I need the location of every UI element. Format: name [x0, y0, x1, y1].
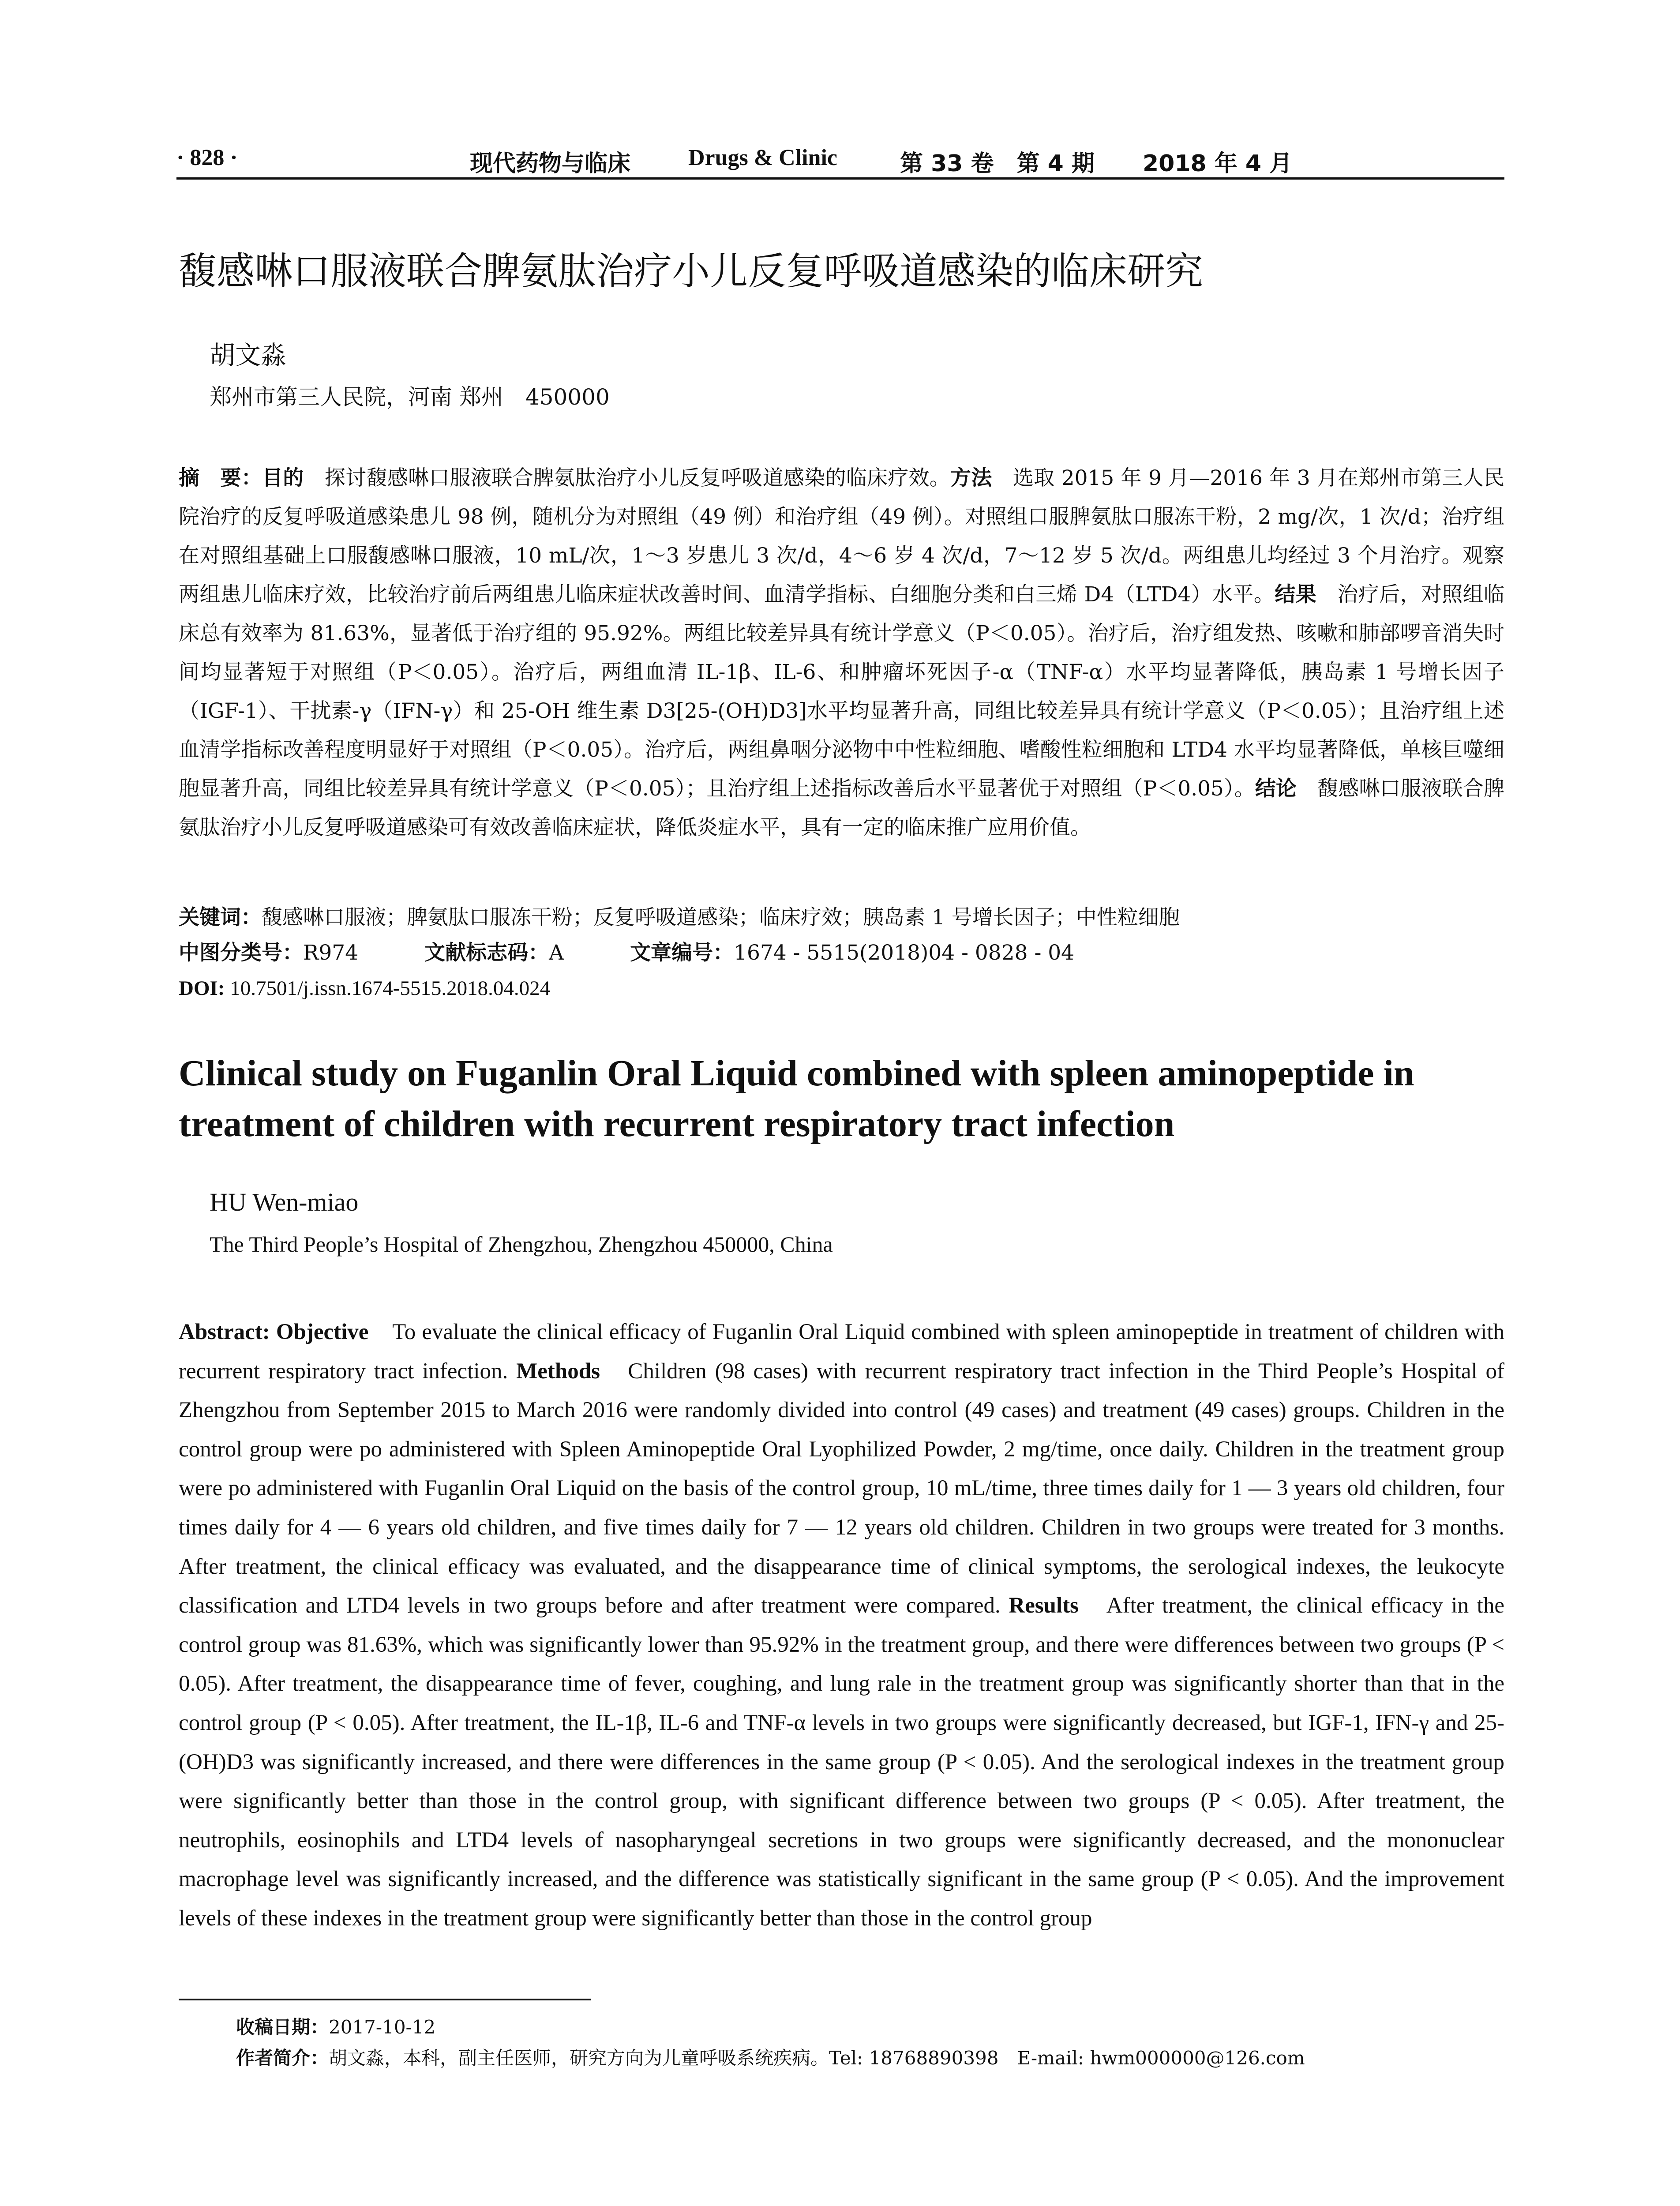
header-rule: [176, 177, 1504, 180]
abstract-en: [179, 1313, 1504, 1938]
results-text-cn: 治疗后，对照组临床总有效率为 81.63%，显著低于治疗组的 95.92%。两组比较差异具有统计学意义（P＜0.05）。治疗后，治疗组发热、咳嗽和肺部啰音消失时间均显著短于对照组（P＜0.05）。治疗后，两组血清 IL-1β、IL-6、和肿瘤坏死因子-α（TNF-α）水平均显著降低，胰岛素 1 号增长因子（IGF-1）、干扰素-γ（IFN-γ）和 25-OH 维生素 D3[25-(OH)D3]水平均显著升高，同组比较差异具有统计学意义（P＜0.05）；且治疗组上述血清学指标改善程度明显好于对照组（P＜0.05）。治疗后，两组鼻咽分泌物中中性粒细胞、嗜酸性粒细胞和 LTD4 水平均显著降低，单核巨噬细胞显著升高，同组比较差异具有统计学意义（P＜0.05）；且治疗组上述指标改善后水平显著优于对照组（P＜0.05）。: [179, 582, 1505, 801]
abstract-label-cn: 摘 要：: [179, 466, 262, 490]
objective-text-en: To evaluate the clinical efficacy of Fuganlin Oral Liquid combined with spleen aminopeptide in treatment of children with recurrent respiratory tract infection.: [179, 1320, 1504, 1384]
article-number-label: 文章编号：: [630, 941, 734, 965]
objective-label-cn: 目的: [262, 466, 304, 490]
issue-date: 2018 年 4 月: [1143, 150, 1293, 177]
author-bio-label: 作者简介：: [236, 2047, 329, 2069]
article-number-value: 1674 - 5515(2018)04 - 0828 - 04: [734, 941, 1075, 965]
abstract-label-en: Abstract: Objective: [179, 1320, 369, 1344]
methods-text-cn: 选取 2015 年 9 月—2016 年 3 月在郑州市第三人民院治疗的反复呼吸道感染患儿 98 例，随机分为对照组（49 例）和治疗组（49 例）。对照组口服脾氨肽口服冻干粉，2 mg/次，1 次/d；治疗组在对照组基础上口服馥感啉口服液，10 mL/次，1～3 岁患儿 3 次/d，4～6 岁 4 次/d，7～12 岁 5 次/d。两组患儿均经过 3 个月治疗。观察两组患儿临床疗效，比较治疗前后两组患儿临床症状改善时间、血清学指标、白细胞分类和白三烯 D4（LTD4）水平。: [179, 466, 1505, 607]
author-bio-text: 胡文淼，本科，副主任医师，研究方向为儿童呼吸系统疾病。Tel: 18768890398 E-mail: hwm000000@126.com: [329, 2047, 1305, 2069]
clc-label: 中图分类号：: [179, 941, 303, 965]
methods-text-en: Children (98 cases) with recurrent respiratory tract infection in the Third People’s Hospital of Zhengzhou from September 2015 to March 2016 were randomly divided into control (49 cases) and treatment (49 cases) groups. Children in the control group were po administered with Spleen Aminopeptide Oral Lyophilized Powder, 2 mg/time, once daily. Children in the treatment group were po administered with Fuganlin Oral Liquid on the basis of the control group, 10 mL/time, three times daily for 1 — 3 years old children, four times daily for 4 — 6 years old children, and five times daily for 7 — 12 years old children. Children in two groups were treated for 3 months. After treatment, the clinical efficacy was evaluated, and the disappearance time of clinical symptoms, the serological indexes, the leukocyte classification and LTD4 levels in two groups before and after treatment were compared.: [179, 1358, 1505, 1618]
conclusion-label-cn: 结论: [1255, 777, 1297, 801]
affiliation-cn: 郑州市第三人民院，河南 郑州 450000: [210, 384, 610, 410]
author-name-en: HU Wen-miao: [210, 1188, 359, 1216]
received-label: 收稿日期：: [236, 2016, 329, 2038]
results-label-cn: 结果: [1275, 582, 1316, 607]
author-bio: [236, 2045, 1305, 2071]
clc-value: R974: [303, 941, 359, 965]
keywords-cn: [179, 902, 1504, 933]
article-title-cn: 馥感啉口服液联合脾氨肽治疗小儿反复呼吸道感染的临床研究: [179, 249, 1203, 293]
doc-code-label: 文献标志码：: [424, 941, 549, 965]
conclusion-text-cn: 馥感啉口服液联合脾氨肽治疗小儿反复呼吸道感染可有效改善临床症状，降低炎症水平，具有一定的临床推广应用价值。: [179, 777, 1505, 840]
footnote-rule: [179, 1999, 591, 2000]
journal-name-en: Drugs & Clinic: [688, 145, 837, 170]
page-number: · 828 ·: [176, 145, 238, 170]
results-text-en: After treatment, the clinical efficacy in the control group was 81.63%, which was significantly lower than 95.92% in the treatment group, and there were differences between two groups (P < 0.05). After treatment, the disappearance time of fever, coughing, and lung rale in the treatment group was significantly shorter than that in the control group (P < 0.05). After treatment, the IL-1β, IL-6 and TNF-α levels in two groups were significantly decreased, but IGF-1, IFN-γ and 25-(OH)D3 was significantly increased, and there were differences in the same group (P < 0.05). And the serological indexes in the treatment group were significantly better than those in the control group, with significant difference between two groups (P < 0.05). After treatment, the neutrophils, eosinophils and LTD4 levels of nasopharyngeal secretions in two groups were significantly decreased, and the mononuclear macrophage level was significantly increased, and the difference was statistically significant in the same group (P < 0.05). And the improvement levels of these indexes in the treatment group were significantly better than those in the control group: [179, 1593, 1504, 1931]
objective-text-cn: 探讨馥感啉口服液联合脾氨肽治疗小儿反复呼吸道感染的临床疗效。: [304, 466, 951, 490]
doc-code-value: A: [549, 941, 564, 965]
doi-label: DOI:: [179, 977, 225, 1000]
abstract-cn: [179, 459, 1504, 847]
received-date: [236, 2014, 435, 2041]
classification-line: [179, 938, 1504, 968]
doi-value: 10.7501/j.issn.1674-5515.2018.04.024: [225, 977, 551, 1000]
keywords-label-cn: 关键词：: [179, 905, 262, 930]
methods-label-en: Methods: [516, 1358, 600, 1384]
received-value: 2017-10-12: [329, 2016, 436, 2038]
author-name-cn: 胡文淼: [210, 340, 287, 370]
volume-issue: 第 33 卷 第 4 期: [900, 150, 1095, 177]
article-title-en: Clinical study on Fuganlin Oral Liquid combined with spleen aminopeptide in treatment of children with recurrent respiratory tract infection: [179, 1053, 1414, 1144]
results-label-en: Results: [1009, 1593, 1079, 1618]
doi-line: [179, 973, 1504, 1004]
journal-name-cn: 现代药物与临床: [470, 150, 631, 177]
methods-label-cn: 方法: [950, 466, 992, 490]
running-header: [176, 140, 1504, 180]
affiliation-en: The Third People’s Hospital of Zhengzhou, Zhengzhou 450000, China: [210, 1232, 833, 1257]
keywords-text-cn: 馥感啉口服液；脾氨肽口服冻干粉；反复呼吸道感染；临床疗效；胰岛素 1 号增长因子；中性粒细胞: [262, 905, 1180, 930]
